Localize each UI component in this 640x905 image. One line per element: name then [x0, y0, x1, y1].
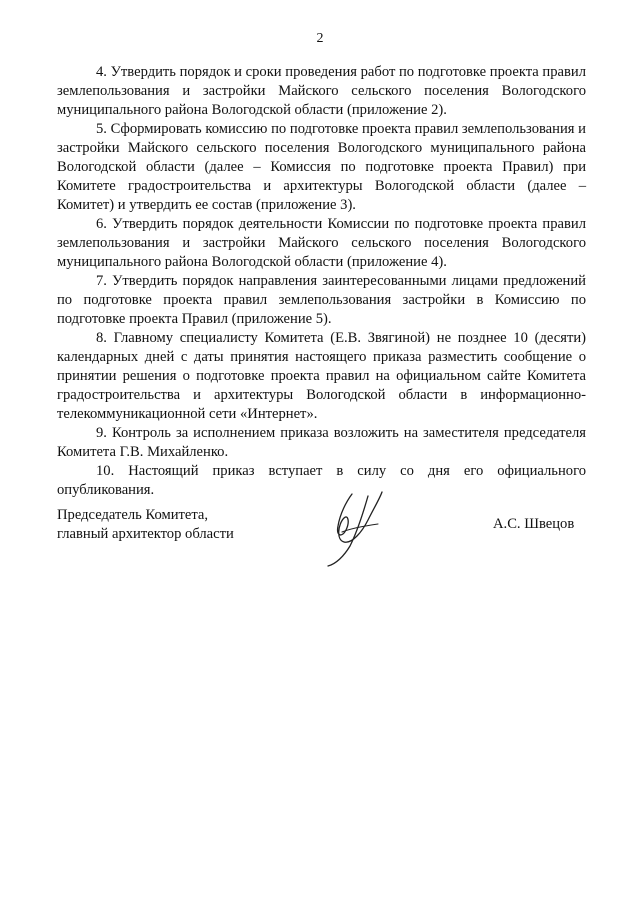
paragraph-10: 10. Настоящий приказ вступает в силу со дня его официального опубликования.: [57, 463, 586, 498]
signatory-position-line1: Председатель Комитета,: [57, 507, 209, 523]
paragraph-9: 9. Контроль за исполнением приказа возложить на заместителя председателя Комитета Г.В. Михайленко.: [57, 425, 586, 460]
paragraph-6: 6. Утвердить порядок деятельности Комиссии по подготовке проекта правил землепользования и застройки Майского сельского поселения Вологодского муниципального района Вологодской области (приложение 4).: [57, 216, 586, 270]
document-body: [57, 63, 586, 500]
signatory-name: А.С. Швецов: [493, 516, 575, 532]
signatory-position: [57, 506, 234, 544]
handwritten-signature: [322, 484, 392, 568]
paragraph-7: 7. Утвердить порядок направления заинтересованными лицами предложений по подготовке проекта правил землепользования застройки в Комиссию по подготовке проекта Правил (приложение 5).: [57, 273, 586, 327]
paragraph-5: 5. Сформировать комиссию по подготовке проекта правил землепользования и застройки Майского сельского поселения Вологодского муниципального района Вологодской области (далее – Комиссия по подготовке проекта Правил) при Комитете градостроительства и архитектуры Вологодской области (далее – Комитет) и утвердить ее состав (приложение 3).: [57, 121, 586, 213]
paragraph-4: 4. Утвердить порядок и сроки проведения работ по подготовке проекта правил землепользования и застройки Майского сельского поселения Вологодского муниципального района Вологодской области (приложение 2).: [57, 64, 586, 118]
signatory-position-line2: главный архитектор области: [57, 526, 234, 542]
page-number: 2: [316, 31, 324, 46]
paragraph-8: 8. Главному специалисту Комитета (Е.В. Звягиной) не позднее 10 (десяти) календарных дней с даты принятия настоящего приказа разместить сообщение о принятии решения о подготовке проекта правил на официальном сайте Комитета градостроительства и архитектуры Вологодской области в информационно-телекоммуникационной сети «Интернет».: [57, 330, 586, 422]
